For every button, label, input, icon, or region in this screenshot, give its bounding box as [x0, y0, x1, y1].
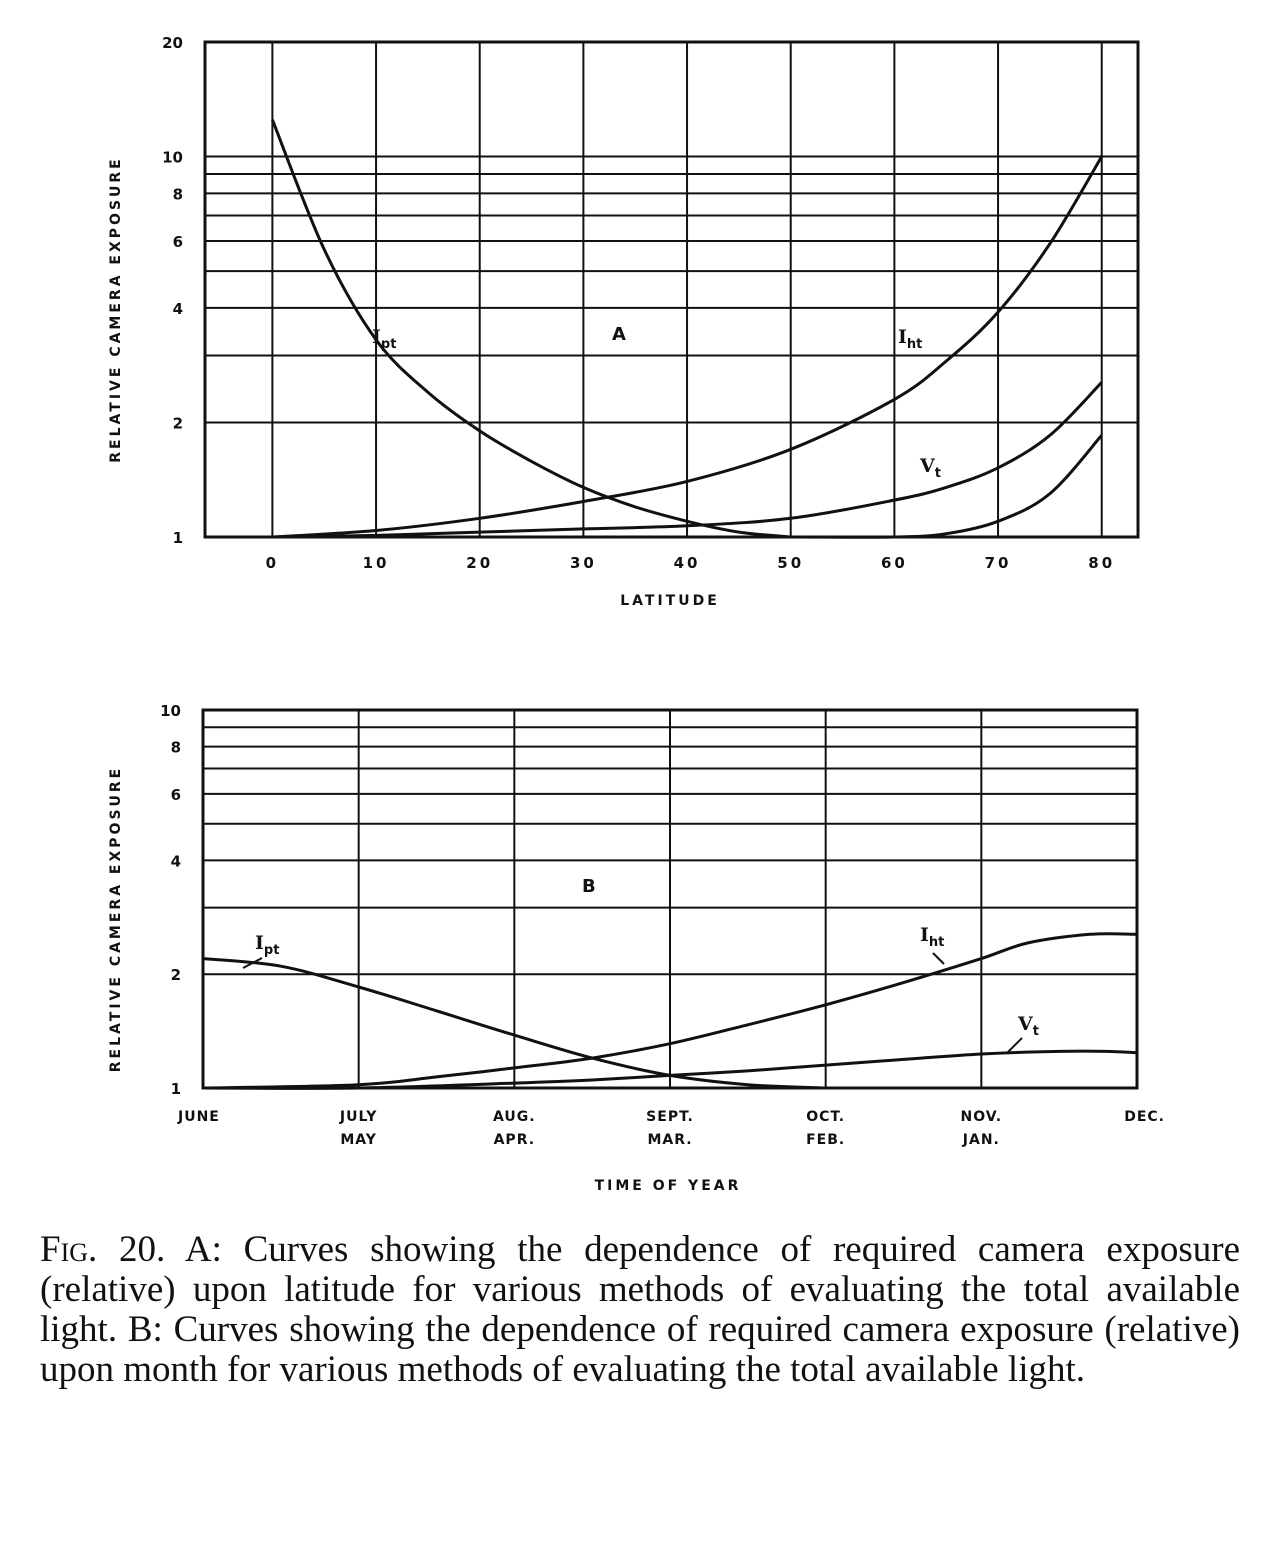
caption-text: A: Curves showing the dependence of required camera exposure (relative) upon latitude for various methods of evaluating the total available light. B: Curves showing the dependence of required camera exposure (relative) upon month for various methods of evaluating the total available light.: [40, 1229, 1240, 1390]
xtick-label-a-30: 30: [569, 554, 597, 572]
curve-label-b-iht: $I_{ht}$: [920, 924, 945, 950]
y-axis-label-a: RELATIVE CAMERA EXPOSURE: [108, 156, 124, 463]
ytick-label-a-20: 20: [162, 34, 183, 52]
curve-label-a-vt: $V_t$: [920, 455, 941, 481]
curve-leader-b-vt: [1008, 1038, 1022, 1052]
xtick-label-a-50: 50: [777, 554, 805, 572]
xtick-label-b-bottom-4: FEB.: [806, 1132, 846, 1148]
ytick-label-b-1: 1: [170, 1080, 181, 1098]
xtick-label-b-top-1: JULY: [339, 1109, 378, 1125]
xtick-label-b-bottom-3: MAR.: [647, 1132, 693, 1148]
figure-caption: [40, 1230, 1240, 1390]
chart-a: [108, 34, 1138, 609]
panel-tag-a: A: [612, 324, 626, 345]
ytick-label-a-8: 8: [172, 185, 183, 204]
xtick-label-b-top-0: JUNE: [178, 1109, 220, 1125]
curve-label-b-ipt: $I_{pt}$: [255, 932, 280, 958]
xtick-label-b-top-3: SEPT.: [646, 1109, 694, 1125]
xtick-label-b-bottom-5: JAN.: [962, 1132, 1000, 1148]
xtick-label-a-80: 80: [1088, 554, 1116, 572]
curve-label-a-ipt: $I_{pt}$: [372, 326, 397, 352]
xtick-label-a-20: 20: [466, 554, 494, 572]
xtick-label-a-0: 0: [265, 554, 280, 572]
xtick-label-a-60: 60: [880, 554, 908, 572]
curve-label-a-iht: $I_{ht}$: [898, 326, 923, 352]
xtick-label-b-top-6: DEC.: [1124, 1109, 1165, 1125]
ytick-label-b-4: 4: [170, 852, 181, 871]
xtick-label-a-70: 70: [984, 554, 1012, 572]
x-axis-label-b: TIME OF YEAR: [594, 1178, 742, 1194]
xtick-label-a-40: 40: [673, 554, 701, 572]
ytick-label-a-1: 1: [172, 529, 183, 547]
ytick-label-a-6: 6: [172, 232, 183, 251]
xtick-label-b-top-5: NOV.: [960, 1109, 1003, 1125]
ytick-label-b-10: 10: [160, 702, 181, 720]
ytick-label-a-4: 4: [172, 299, 183, 318]
xtick-label-b-bottom-2: APR.: [493, 1132, 536, 1148]
y-axis-label-b: RELATIVE CAMERA EXPOSURE: [108, 765, 124, 1073]
x-axis-label-a: LATITUDE: [620, 593, 720, 609]
curve-label-b-vt: $V_t$: [1018, 1013, 1039, 1039]
chart-b: [108, 702, 1165, 1194]
ytick-label-b-8: 8: [170, 738, 181, 757]
xtick-label-b-top-2: AUG.: [493, 1109, 536, 1125]
xtick-label-a-10: 10: [362, 554, 390, 572]
ytick-label-a-2: 2: [172, 414, 183, 433]
ytick-label-b-2: 2: [170, 966, 181, 985]
xtick-label-b-bottom-1: MAY: [340, 1132, 377, 1148]
ytick-label-a-10: 10: [162, 148, 183, 167]
ytick-label-b-6: 6: [170, 785, 181, 804]
xtick-label-b-top-4: OCT.: [806, 1109, 846, 1125]
panel-tag-b: B: [582, 876, 596, 897]
caption-fig-label: Fig. 20.: [40, 1229, 166, 1270]
curve-leader-b-iht: [933, 953, 944, 964]
